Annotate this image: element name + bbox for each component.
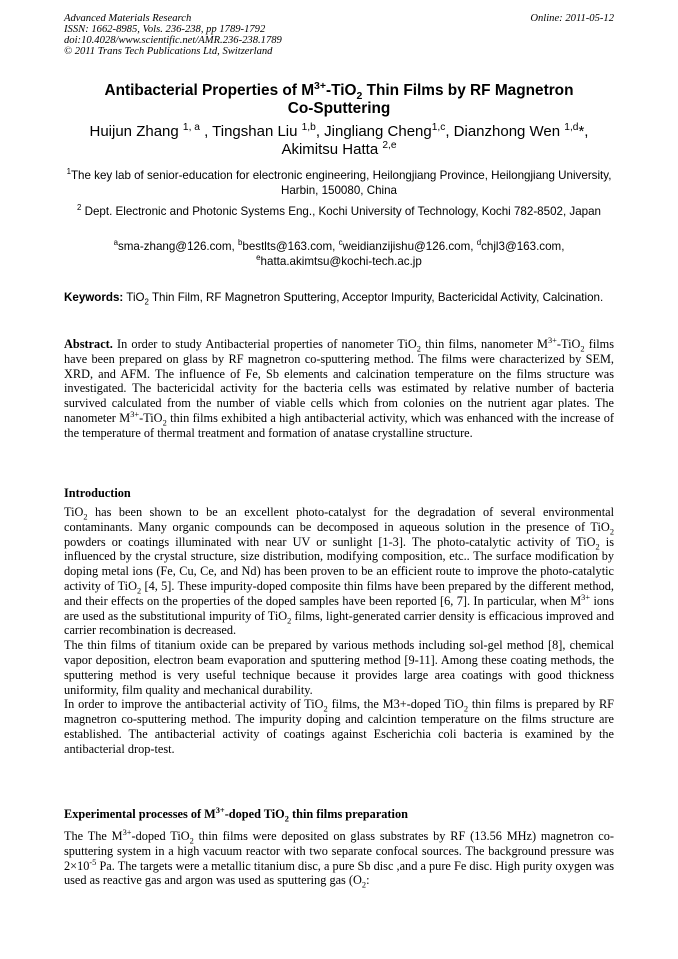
author-emails: $^a$sma-zhang@126.com, $^b$bestlts@163.com, $^c$weidianzijishu@126.com, $^d$chjl3@163.com, $^e$hatta.akimtsu@kochi-tech.ac.jp: [113, 238, 565, 268]
experimental-body: The The $M^{3+}$-doped TiO$_2$ thin films were deposited on glass substrates by RF (13.56 MHz) magnetron co-sputtering system in a high vacuum reactor with two separate confocal sources. The background pressure was $2\times 10^{-5}$ Pa. The targets were a metallic titanium disc, a pure Sb disc ,and a pure Fe disc. High purity oxygen was used as reactive gas and argon was used as sputtering gas ($O_2$:: [64, 827, 614, 890]
paper-title: Antibacterial Properties of $M^{3+}-TiO_2$ Thin Films by RF Magnetron Co-Sputtering: [104, 80, 574, 117]
abstract: Abstract. In order to study Antibacterial properties of nanometer TiO$_2$ thin films, nanometer $M^{3+}-TiO_2$ films have been prepared on glass by RF magnetron co-sputtering method. The films were characterized by SEM, XRD, and AFM. The influence of Fe, Sb elements and calcination temperature on the films structure was investigated. The bactericidal activity for the bacteria cells was estimated by relative number of bacteria survived calculated from the number of viable cells which from colonies on the nutrient agar plates. The nanometer $M^{3+}-TiO_2$ thin films exhibited a high antibacterial activity, which was enhanced with the increase of the temperature of thermal treatment and formation of anatase crystalline structure.: [64, 335, 615, 440]
author-list: Huijun Zhang $^{1, a}$ , Tingshan Liu $^{1,b}$, Jingliang Cheng$^{1,c}$, Dianzhong Wen $^{1,d}$*, Akimitsu Hatta $^{2,e}$: [89, 122, 589, 158]
issn-line: ISSN: 1662-8985, Vols. 236-238, pp 1789-1792: [64, 24, 266, 35]
affiliation-1: $^1$The key lab of senior-education for electronic engineering, Heilongjiang Province, Heilongjiang University, Harbin, 150080, China: [66, 167, 612, 197]
experimental-heading: Experimental processes of $M^{3+}$-doped TiO$_2$ thin films preparation: [64, 805, 408, 824]
intro-paragraph-1: TiO$_2$ has been shown to be an excellent photo-catalyst for the degradation of several environmental contaminants. Many organic compounds can be decomposed in aqueous solution in the presence of TiO$_2$ powders or coatings illuminated with near UV or sunlight [1-3]. The photo-catalytic activity of TiO$_2$ is influenced by the crystal structure, size distribution, modifying composition, etc.. The surface modification by doping metal ions (Fe, Cu, Ce, and Nd) has been proven to be an efficient route to improve the photo-catalytic activity of TiO$_2$ [4, 5]. These impurity-doped composite thin films have been prepared by the different method, and their effects on the properties of the doped samples have been reported [6, 7]. In particular, when $M^{3+}$ ions are used as the substitutional impurity of TiO$_2$ films, light-generated carrier density is efficacious improved and carrier recombination is decreased.: [64, 505, 614, 638]
keywords: Keywords: TiO$_2$ Thin Film, RF Magnetron Sputtering, Acceptor Impurity, Bactericidal Activity, Calcination.: [64, 291, 604, 307]
journal-name: Advanced Materials Research: [64, 13, 192, 24]
abstract-label: Abstract.: [64, 337, 113, 351]
doi-line: doi:10.4028/www.scientific.net/AMR.236-238.1789: [64, 35, 282, 46]
journal-header: [64, 13, 282, 57]
introduction-body: [64, 505, 614, 757]
online-date: Online: 2011-05-12: [530, 13, 614, 24]
copyright-line: © 2011 Trans Tech Publications Ltd, Switzerland: [64, 46, 273, 57]
intro-paragraph-2: The thin films of titanium oxide can be prepared by various methods including sol-gel method [8], chemical vapor deposition, electron beam evaporation and sputtering method [9-11]. Among these coating methods, the sputtering method is very useful technique because it provides large area coatings with good thickness uniformity, film quality and mechanical durability.: [64, 638, 614, 697]
keywords-label: Keywords:: [64, 291, 124, 304]
affiliation-2: $^2$ Dept. Electronic and Photonic Systems Eng., Kochi University of Technology, Kochi 782-8502, Japan: [76, 203, 602, 218]
introduction-heading: Introduction: [64, 486, 131, 500]
intro-paragraph-3: In order to improve the antibacterial activity of TiO$_2$ films, the M3+-doped TiO$_2$ thin films is prepared by RF magnetron co-sputtering method. The impurity doping and calcintion temperature on the films structure are established. The antibacterial activity of coatings against Escherichia coli bacteria is examined by the antibacterial drop-test.: [64, 697, 615, 756]
